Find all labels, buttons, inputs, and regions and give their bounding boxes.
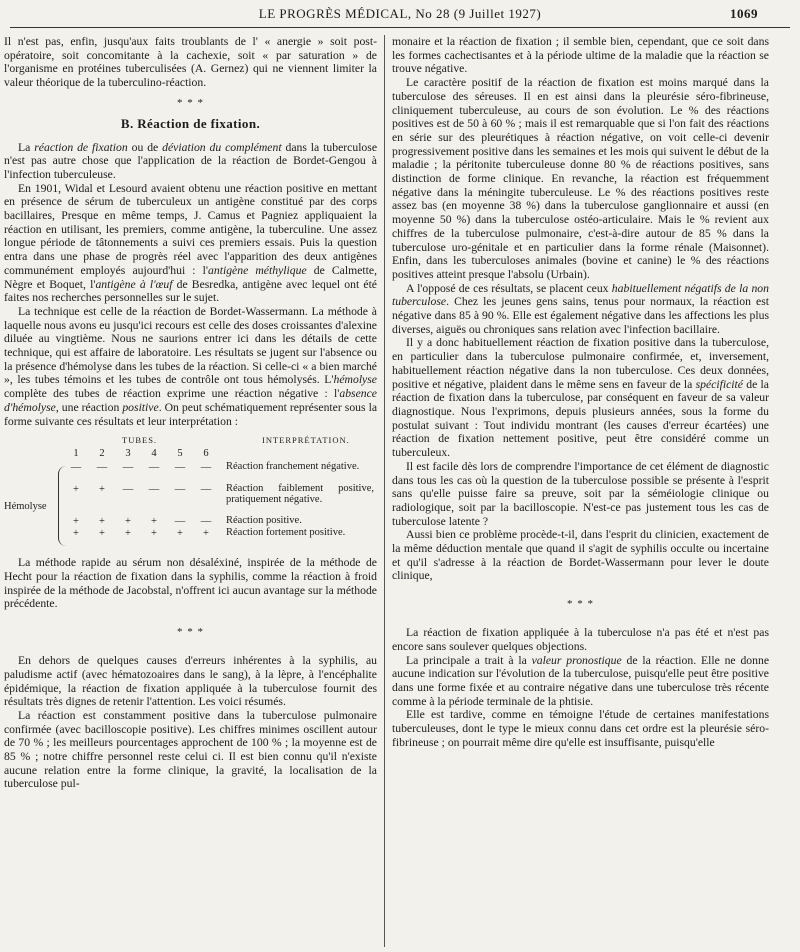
page-number: 1069 bbox=[730, 6, 758, 21]
column-divider bbox=[384, 35, 385, 947]
header-rule bbox=[10, 27, 790, 28]
paragraph: En 1901, Widal et Lesourd avaient obtenu une réaction positive en mettant en présence de sérum de tuberculeux un antigène constitué par des corps bacillaires, Presque en même temps, J. Camus et Pagniez appliquaient la réaction en utilisant, les premiers, comme antigène, la tuberculine. Une assez longue période de tâtonnements a suivi ces premiers essais. Puis la question entra dans une phase de progrès réel avec l'apparition des deux antigènes communément employés aujourd'hui : l'antigène méthylique de Calmette, Nègre et Boquet, l'antigène à l'œuf de Besredka, antigène avec lequel ont été faites nos recherches personnelles sur le sujet. bbox=[4, 181, 377, 305]
tube-numbers bbox=[4, 448, 377, 462]
paragraph: A l'opposé de ces résultats, se placent ceux habituellement négatifs de la non tuberculose. Chez les jeunes gens sains, tenus pour normaux, la réaction est négative dans 85 à 90 %. Elle est également négative dans les affections les plus diverses, aiguës ou chroniques sans relation avec l'infection bacillaire. bbox=[392, 281, 769, 336]
interpretation: Réaction positive. bbox=[226, 515, 302, 527]
paragraph: La technique est celle de la réaction de Bordet-Wassermann. La méthode à laquelle nous avons eu jusqu'ici recours est celle des doses croissantes d'alexine diluée au vingtième. Nous ne saurions entrer ici dans les détails de cette technique, qui est affaire de laboratoire. Les résultats se jugent sur l'absence ou la présence d'hémolyse dans les tubes de la réaction. Si celle-ci « a bien marché », les tubes témoins et les tubes de contrôle ont tous hémolysés. L'hémolyse complète des tubes de réaction exprime une réaction négative : l'absence d'hémolyse, une réaction positive. On peut schématiquement représenter sous la forme suivante ces résultats et leur interprétation : bbox=[4, 304, 377, 428]
tube-number: 1 bbox=[73, 448, 79, 460]
tube-number: 3 bbox=[125, 448, 131, 460]
paragraph: Aussi bien ce problème procède-t-il, dans l'esprit du clinicien, exactement de la même déduction mentale que quand il s'agit de syphilis occulte ou incertaine et qu'il s'adresse à la réaction de Bordet-Wassermann pour lever le doute clinique, bbox=[392, 528, 769, 583]
paragraph: Le caractère positif de la réaction de fixation est moins marqué dans la tuberculose des séreuses. Il en est ainsi dans la pleurésie séro-fibrineuse, cliniquement tuberculeuse, au cours de son évolution. Le % des réactions positives est de 50 à 60 % ; mais il est remarquable que si l'on fait des réactions en série sur des pleurétiques à réaction négative, on voit celle-ci devenir progressivement positive dans les semaines et les mois qui suivent le début de la maladie ; la péritonite tuberculeuse donne 80 % de réactions positives, sans distinction de forme clinique. En revanche, la réaction est fréquemment négative dans la méningite tuberculeuse. Le % des réactions positives reste assez bas (en moyenne 38 %) dans la tuberculose ganglionnaire et aussi (en moyenne 50 %) dans la tuberculose ostéo-articulaire. Mais le % revient aux chiffres de la tuberculose pulmonaire, c'est-à-dire autour de 85 % dans la tuberculose uro-génitale et en particulier dans la forme rénale (Maisonnet). Enfin, dans les tuberculoses animales (bovine et canine) le % des réactions positives atteint presque l'absolu (Urbain). bbox=[392, 76, 769, 281]
paragraph: Il n'est pas, enfin, jusqu'aux faits troublants de l' « anergie » soit post-opératoire, soit concomitante à la cachexie, soit « par saturation » de l'organisme en protéines tuberculisées (A. Gernez) qui ne viennent limiter la valeur théorique de la tuberculino-réaction. bbox=[4, 35, 377, 90]
interpretation: Réaction fortement positive. bbox=[226, 527, 346, 539]
right-column bbox=[392, 35, 769, 947]
hemolysis-table: TUBES. INTERPRÉTATION. 1 2 3 4 5 6 Hémolyse — — — — — — Réaction franchement négative. + + — — — — Réaction faiblement positive, pratiquement négative. + + + + — — Réaction positive. + + + + + + Réaction fortement positive. bbox=[4, 434, 377, 552]
left-column bbox=[4, 35, 377, 947]
row-label: Hémolyse bbox=[4, 501, 47, 513]
section-separator: * * * bbox=[177, 626, 204, 639]
tube-number: 2 bbox=[99, 448, 105, 460]
running-title: LE PROGRÈS MÉDICAL, No 28 (9 Juillet 1927) bbox=[258, 6, 542, 21]
brace bbox=[58, 466, 67, 546]
tube-number: 4 bbox=[151, 448, 157, 460]
paragraph: La principale a trait à la valeur pronostique de la réaction. Elle ne donne aucune indication sur l'évolution de la tuberculose, puisqu'elle peut être positive dans une forme fixée et au contraire négative dans une tuberculose très récente comme à la période terminale de la phtisie. bbox=[392, 653, 769, 708]
paragraph: La réaction de fixation ou de déviation du complément dans la tuberculose n'est pas autre chose que l'application de la réaction de Bordet-Gengou à l'infection tuberculeuse. bbox=[4, 140, 377, 181]
section-title: B. Réaction de fixation. bbox=[120, 115, 261, 131]
paragraph: La réaction de fixation appliquée à la tuberculose n'a pas été et n'est pas encore sans soulever quelques objections. bbox=[392, 626, 769, 653]
tube-number: 5 bbox=[177, 448, 183, 460]
paragraph: En dehors de quelques causes d'erreurs inhérentes à la syphilis, au paludisme actif (avec hématozoaires dans le sang), à la lèpre, à l'encéphalite épidémique, la réaction de fixation appliquée à la tuberculose fournit des résultats très dignes de retenir l'attention. Les voici résumés. bbox=[4, 654, 377, 709]
paragraph: monaire et la réaction de fixation ; il semble bien, cependant, que ce soit dans les formes cachectisantes et à la période ultime de la maladie que la réaction se trouve négative. bbox=[392, 35, 769, 76]
interpretation: Réaction faiblement positive, pratiquement négative. bbox=[226, 483, 374, 505]
paragraph: La méthode rapide au sérum non désaléxiné, inspirée de la méthode de Hecht pour la réaction de fixation dans la syphilis, comme la réaction à froid inspirée de la méthode de Jacobstal, n'offrent ici aucun avantage sur la méthode précédente. bbox=[4, 556, 377, 611]
interpretation: Réaction franchement négative. bbox=[226, 461, 360, 473]
section-separator: * * * bbox=[567, 598, 594, 611]
table-header-tubes: TUBES. bbox=[122, 435, 158, 446]
paragraph: Il est facile dès lors de comprendre l'importance de cet élément de diagnostic dans tous les cas où la question de la tuberculose possible se présente à l'esprit sans qu'elle puisse faire sa preuve, soit par la séméiologie clinique ou radiologique, soit par la bacilloscopie. N'est-ce pas justement tous les cas de tuberculose latente ? bbox=[392, 459, 769, 528]
table-header-interpretation: INTERPRÉTATION. bbox=[262, 435, 350, 446]
section-separator: * * * bbox=[177, 96, 204, 109]
paragraph: La réaction est constamment positive dans la tuberculose pulmonaire confirmée (avec bacilloscopie positive). Les chiffres minimes oscillent autour de 70 % ; les meilleurs pourcentages approchent de 100 % ; la moyenne est de 85 % ; notre chiffre personnel reste celui ci. Il est bien connu qu'il n'existe aucune relation entre la forme clinique, la gravité, la localisation de la tuberculose pul- bbox=[4, 708, 377, 791]
page-header bbox=[0, 4, 800, 26]
tube-number: 6 bbox=[203, 448, 209, 460]
paragraph: Il y a donc habituellement réaction de fixation positive dans la tuberculose, en particulier dans la tuberculose pulmonaire confirmée, et, inversement, habituellement réaction négative dans la non tuberculose. Ces deux données, positive et négative, plaident dans le même sens en faveur de la spécificité de la réaction de fixation dans la tuberculose, par conséquent en faveur de sa valeur diagnostique. Nous l'exprimons, depuis plusieurs années, sous la forme du postulat suivant : Tout individu montrant (les causes d'erreur écartées) une réaction de fixation nettement positive, peut être considéré comme un tuberculeux. bbox=[392, 336, 769, 460]
paragraph: Elle est tardive, comme en témoigne l'étude de certaines manifestations tuberculeuses, dont le type le mieux connu dans cet ordre est la pleurésie séro-fibrineuse ; on pourrait même dire qu'elle est insuffisante, puisqu'elle bbox=[392, 708, 769, 749]
